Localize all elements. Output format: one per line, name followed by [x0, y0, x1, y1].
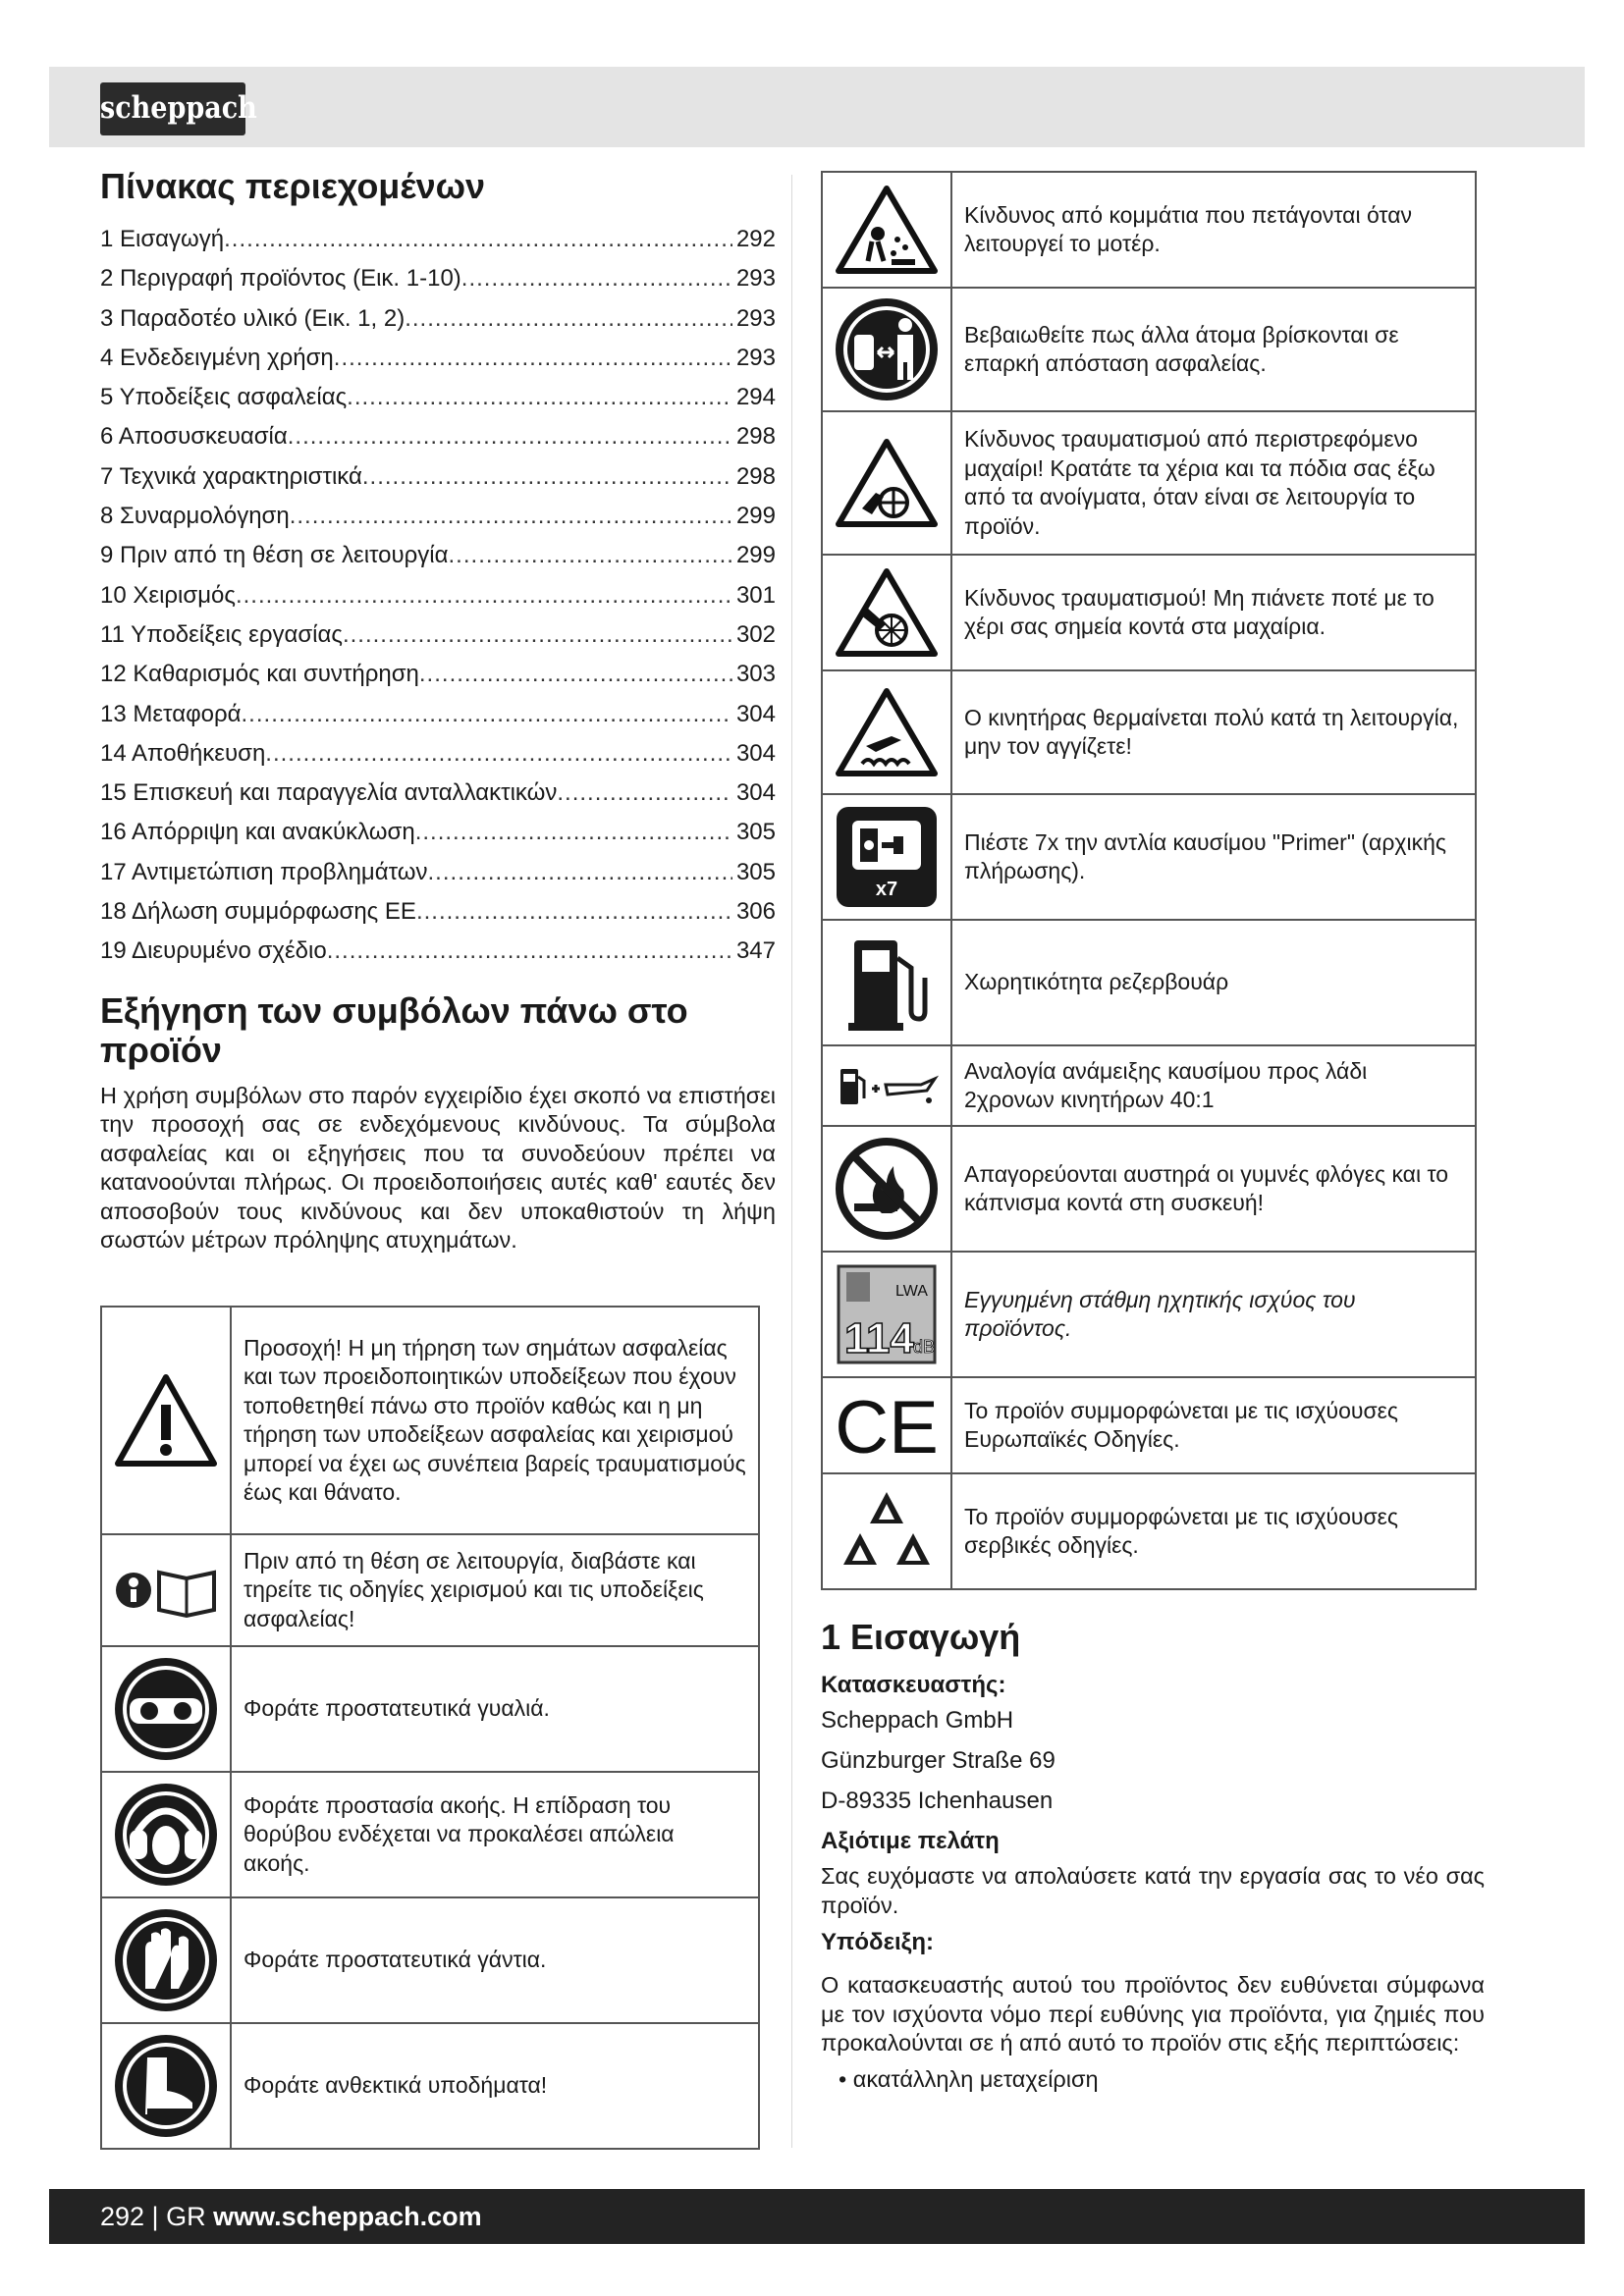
manufacturer-label: Κατασκευαστής: [821, 1672, 1006, 1698]
symbols-title-line2: προϊόν [100, 1029, 222, 1070]
toc-item [100, 695, 776, 734]
footer-page: 292 | GR [100, 2202, 206, 2231]
toc-item [100, 259, 776, 298]
symbol-text: Φοράτε προστατευτικά γυαλιά. [231, 1646, 759, 1772]
toc-item-page: 301 [735, 581, 776, 609]
toc-item-label: 17 Αντιμετώπιση προβλημάτων [100, 858, 428, 885]
rotating-blade-hand-icon [822, 555, 951, 670]
safe-distance-icon [822, 288, 951, 411]
symbols-title-line1: Εξήγηση των συμβόλων πάνω στο [100, 989, 688, 1031]
toc-item-label: 1 Εισαγωγή [100, 226, 225, 252]
toc-item-page: 293 [735, 344, 776, 371]
toc-leader [419, 655, 732, 694]
toc-item-label: 14 Αποθήκευση [100, 739, 266, 767]
read-manual-icon [101, 1534, 231, 1646]
toc-item-label: 5 Υποδείξεις ασφαλείας [100, 384, 348, 411]
toc-leader [405, 299, 732, 339]
table-row [822, 172, 1476, 288]
flying-debris-icon [822, 172, 951, 288]
toc-item [100, 615, 776, 655]
toc-leader [428, 853, 732, 892]
symbol-text: Το προϊόν συμμορφώνεται με τις ισχύουσες Ευρωπαϊκές Οδηγίες. [951, 1377, 1476, 1473]
table-row [822, 411, 1476, 555]
intro-section [821, 1618, 1485, 2094]
toc-item [100, 774, 776, 813]
toc-leader [449, 536, 732, 575]
toc-item-label: 9 Πριν από τη θέση σε λειτουργία [100, 542, 449, 569]
toc-item-label: 12 Καθαρισμός και συντήρηση [100, 661, 419, 688]
sound-power-icon [822, 1252, 951, 1377]
toc-item [100, 813, 776, 852]
toc-item [100, 892, 776, 932]
toc-item-page: 302 [735, 620, 776, 648]
symbol-text: Κίνδυνος από κομμάτια που πετάγονται όταν λειτουργεί το μοτέρ. [951, 172, 1476, 288]
symbol-text: Φοράτε προστασία ακοής. Η επίδραση του θορύβου ενδέχεται να προκαλέσει απώλεια ακοής. [231, 1772, 759, 1897]
rotating-blade-feet-icon [822, 411, 951, 555]
column-divider [791, 175, 792, 2148]
toc-item-page: 304 [735, 700, 776, 727]
note-label: Υπόδειξη: [821, 1929, 934, 1955]
toc-item-label: 16 Απόρριψη και ανακύκλωση [100, 819, 415, 846]
sound-level-unit: dB [913, 1337, 936, 1357]
toc-leader [224, 220, 732, 259]
toc-item-page: 298 [735, 423, 776, 451]
symbol-text: Το προϊόν συμμορφώνεται με τις ισχύουσες σερβικές οδηγίες. [951, 1473, 1476, 1589]
toc-item [100, 853, 776, 892]
fuel-pump-icon [822, 920, 951, 1045]
toc-item-label: 6 Αποσυσκευασία [100, 423, 288, 451]
toc-leader [343, 615, 732, 655]
dear-customer-text: Σας ευχόμαστε να απολαύσετε κατά την εργασία σας το νέο σας προϊόν. [821, 1863, 1485, 1918]
table-row [822, 1473, 1476, 1589]
dear-customer-label: Αξιότιμε πελάτη [821, 1828, 1000, 1854]
symbol-text: Εγγυημένη στάθμη ηχητικής ισχύος του προϊόντος. [951, 1252, 1476, 1377]
symbol-text: Πριν από τη θέση σε λειτουργία, διαβάστε και τηρείτε τις οδηγίες χειρισμού και τις υποδείξεις ασφαλείας! [231, 1534, 759, 1646]
gloves-icon [101, 1897, 231, 2023]
toc-leader [362, 457, 732, 497]
toc-leader [334, 339, 732, 378]
table-row [822, 670, 1476, 794]
footer-text [100, 2189, 482, 2244]
table-row [822, 920, 1476, 1045]
toc-item-page: 305 [735, 858, 776, 885]
toc-leader [416, 892, 732, 932]
toc-item [100, 378, 776, 417]
table-row [101, 2023, 759, 2149]
toc-leader [327, 932, 732, 971]
table-row [822, 288, 1476, 411]
toc-item-page: 293 [735, 265, 776, 293]
note-text: Ο κατασκευαστής αυτού του προϊόντος δεν ευθύνεται σύμφωνα με τον ισχύοντα νόμο περί ευθύνης για προϊόντα, για ζημιές που προκαλούνται σε ή από αυτό το προϊόν στις εξής περιπτώσεις: [821, 1972, 1485, 2056]
table-row [822, 1252, 1476, 1377]
toc-item-page: 305 [735, 819, 776, 846]
toc-item [100, 734, 776, 774]
ear-protection-icon [101, 1772, 231, 1897]
table-row [822, 555, 1476, 670]
toc-item-page: 292 [735, 226, 776, 252]
sound-lwa-label: LWA [895, 1283, 928, 1300]
toc-item-label: 18 Δήλωση συμμόρφωσης ΕΕ [100, 898, 416, 926]
toc-item-label: 13 Μεταφορά [100, 700, 242, 727]
ce-label: CE [835, 1386, 939, 1465]
toc-item-page: 304 [735, 739, 776, 767]
toc-leader [236, 576, 732, 615]
toc-item [100, 457, 776, 497]
symbol-text: Φοράτε προστατευτικά γάντια. [231, 1897, 759, 2023]
address-line: D-89335 Ichenhausen [821, 1788, 1054, 1814]
toc-item-page: 294 [735, 384, 776, 411]
table-row [101, 1897, 759, 2023]
toc-item-page: 293 [735, 304, 776, 332]
toc-item [100, 339, 776, 378]
toc-leader [290, 497, 732, 536]
hot-surface-icon [822, 670, 951, 794]
toc-item-page: 347 [735, 937, 776, 965]
table-row [101, 1307, 759, 1534]
toc-item [100, 932, 776, 971]
warning-triangle-icon [101, 1307, 231, 1534]
toc-leader [288, 417, 732, 456]
toc-item-page: 298 [735, 462, 776, 490]
primer-count-label: x7 [875, 879, 898, 900]
footer-band [49, 2189, 1585, 2244]
toc-item-label: 4 Ενδεδειγμένη χρήση [100, 344, 334, 371]
left-column [100, 167, 776, 1255]
table-row [101, 1646, 759, 1772]
table-row [822, 1126, 1476, 1252]
table-row [101, 1534, 759, 1646]
toc-item-page: 304 [735, 779, 776, 807]
no-fire-icon [822, 1126, 951, 1252]
safety-boots-icon [101, 2023, 231, 2149]
address-line: Scheppach GmbH [821, 1707, 1014, 1734]
toc-leader [347, 378, 732, 417]
toc-title: Πίνακας περιεχομένων [100, 166, 486, 206]
symbol-text: Προσοχή! Η μη τήρηση των σημάτων ασφαλείας και των προειδοποιητικών υποδείξεων που έχουν τοποθετηθεί πάνω στο προϊόν καθώς και η μη τήρηση των υποδείξεων ασφαλείας και χειρισμού μπορεί να έχει ως συνέπεια βαρείς τραυματισμούς έως και θάνατο. [231, 1307, 759, 1534]
ce-mark-icon [822, 1377, 951, 1473]
symbol-text: Κίνδυνος τραυματισμού από περιστρεφόμενο μαχαίρι! Κρατάτε τα χέρια και τα πόδια σας έξω από τα ανοίγματα, όταν είναι σε λειτουργία το προϊόν. [951, 411, 1476, 555]
toc-item-label: 7 Τεχνικά χαρακτηριστικά [100, 462, 362, 490]
safety-goggles-icon [101, 1646, 231, 1772]
table-row [822, 794, 1476, 920]
scheppach-logo: scheppach [100, 82, 245, 135]
symbol-text: Βεβαιωθείτε πως άλλα άτομα βρίσκονται σε επαρκή απόσταση ασφαλείας. [951, 288, 1476, 411]
toc-leader [242, 695, 732, 734]
primer-icon [822, 794, 951, 920]
list-item: • ακατάλληλη μεταχείριση [839, 2065, 1099, 2092]
fuel-oil-mix-icon [822, 1045, 951, 1126]
toc-leader [265, 734, 732, 774]
toc-item-label: 3 Παραδοτέο υλικό (Εικ. 1, 2) [100, 304, 406, 332]
symbols-table-right [821, 171, 1477, 1590]
toc-item-label: 19 Διευρυμένο σχέδιο [100, 937, 327, 965]
toc-item [100, 220, 776, 259]
table-row [822, 1045, 1476, 1126]
symbol-text: Κίνδυνος τραυματισμού! Μη πιάνετε ποτέ με το χέρι σας σημεία κοντά στα μαχαίρια. [951, 555, 1476, 670]
toc-item [100, 299, 776, 339]
toc-item-page: 299 [735, 542, 776, 569]
toc-item [100, 655, 776, 694]
symbols-intro: Η χρήση συμβόλων στο παρόν εγχειρίδιο έχει σκοπό να επιστήσει την προσοχή σας σε ενδεχόμενους κινδύνους. Τα σύμβολα ασφαλείας και οι εξηγήσεις που τα συνοδεύουν πρέπει να κατανοούνται πλήρως. Οι προειδοποιήσεις αυτές καθ' εαυτές δεν αποσοβούν τους κινδύνους και δεν υποκαθιστούν τη λήψη σωστών μέτρων πρόληψης ατυχημάτων. [100, 1082, 776, 1254]
toc-item-label: 2 Περιγραφή προϊόντος (Εικ. 1-10) [100, 265, 461, 293]
toc-item [100, 536, 776, 575]
toc-item-label: 10 Χειρισμός [100, 581, 236, 609]
toc-leader [415, 813, 732, 852]
toc-item-page: 306 [735, 898, 776, 926]
table-of-contents [100, 220, 776, 972]
table-row [822, 1377, 1476, 1473]
symbol-text: Φοράτε ανθεκτικά υποδήματα! [231, 2023, 759, 2149]
toc-leader [557, 774, 732, 813]
symbol-text: Χωρητικότητα ρεζερβουάρ [951, 920, 1476, 1045]
toc-item-label: 8 Συναρμολόγηση [100, 503, 290, 530]
symbol-text: Απαγορεύονται αυστηρά οι γυμνές φλόγες και το κάπνισμα κοντά στη συσκευή! [951, 1126, 1476, 1252]
toc-item-page: 303 [735, 661, 776, 688]
toc-item-label: 15 Επισκευή και παραγγελία ανταλλακτικών [100, 779, 558, 807]
toc-item-label: 11 Υποδείξεις εργασίας [100, 620, 343, 648]
header-band [49, 67, 1585, 147]
toc-item [100, 497, 776, 536]
sound-level-value: 114 [844, 1314, 914, 1362]
symbol-text: Πιέστε 7x την αντλία καυσίμου "Primer" (αρχικής πλήρωσης). [951, 794, 1476, 920]
symbols-title [100, 991, 776, 1070]
table-row [101, 1772, 759, 1897]
serbian-mark-icon [822, 1473, 951, 1589]
symbol-text: Ο κινητήρας θερμαίνεται πολύ κατά τη λειτουργία, μην τον αγγίζετε! [951, 670, 1476, 794]
intro-title: 1 Εισαγωγή [821, 1617, 1021, 1657]
toc-leader [461, 259, 732, 298]
footer-site: www.scheppach.com [213, 2202, 482, 2231]
symbol-text: Αναλογία ανάμειξης καυσίμου προς λάδι 2χρονων κινητήρων 40:1 [951, 1045, 1476, 1126]
toc-item-page: 299 [735, 503, 776, 530]
toc-item [100, 417, 776, 456]
toc-item [100, 576, 776, 615]
symbols-table-left [100, 1306, 760, 2150]
address-line: Günzburger Straße 69 [821, 1747, 1056, 1774]
